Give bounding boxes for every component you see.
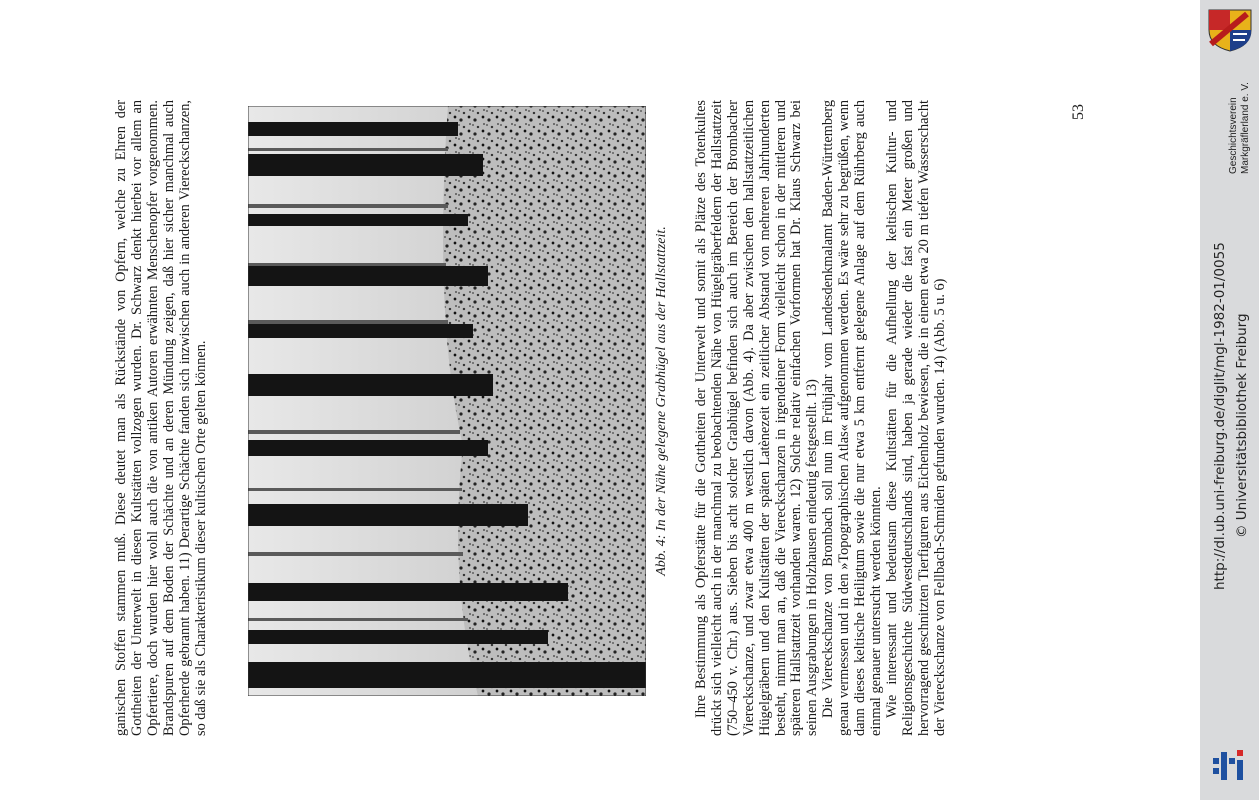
paragraph: Ihre Bestimmung als Opferstätte für die Gottheiten der Unterwelt und somit als Plätze des Totenkultes drückt sich vielleicht auch in der manchmal zu beobachtenden Nähe von Hügelgräberfeldern der Hallstattzeit (750–450 v. Chr.) aus. Sieben bis acht solcher Grabhügel befinden sich auch im Bereich der Brombacher Viereckschanze, und zwar etwa 400 m westlich davon (Abb. 4). Da aber zwischen den hallstattzeitlichen Hügelgräbern und den Kultstätten der späten Latènezeit ein zeitlicher Abstand von mehreren Jahrhunderten besteht, nimmt man an, daß die Viereckschanzen in irgendeiner Form vielleicht schon in der mittleren und späteren Hallstattzeit vorhanden waren. 12) Solche relativ einfachen Vorformen hat Dr. Klaus Schwarz bei seinen Ausgrabungen in Holzhausen eindeutig festgestellt. 13) [693, 100, 821, 736]
sidebar-text-frame [1200, 0, 1259, 800]
paragraph: ganischen Stoffen stammen muß. Diese deutet man als Rückstände von Opfern, welche zu Ehren der Gottheiten der Unterwelt in diesen Kultstätten vollzogen wurden. Dr. Schwarz denkt hierbei vor allem an Opfertiere, doch wurden hier wohl auch die von antiken Autoren erwähnten Menschenopfer vorgenommen. Brandspuren auf dem Boden der Schächte und an deren Mündung zeigen, daß hier sicher manchmal auch Opferherde gebrannt haben. 11) Derartige Schächte fanden sich inzwischen auch in anderen Viereckschanzen, so daß sie als Charakteristikum dieser kultischen Orte gelten können. [113, 100, 209, 736]
source-url-link[interactable]: http://dl.ub.uni-freiburg.de/diglit/mgl-1982-01/0055 [1212, 242, 1228, 590]
university-library-logo-icon[interactable] [1209, 748, 1251, 784]
society-name-line1: Geschichtsverein [1228, 97, 1239, 174]
right-text-column [694, 100, 949, 736]
page-number: 53 [1070, 104, 1087, 120]
copyright-notice: © Universitätsbibliothek Freiburg [1234, 313, 1250, 538]
figure-caption: Abb. 4: In der Nähe gelegene Grabhügel aus der Hallstattzeit. [654, 226, 669, 576]
coat-of-arms-icon[interactable] [1207, 8, 1253, 52]
society-name-line2: Markgräflerland e. V. [1240, 82, 1251, 174]
library-sidebar [1200, 0, 1259, 800]
photograph-burial-mounds [248, 106, 646, 696]
left-text-column [114, 100, 209, 736]
paragraph: Wie interessant und bedeutsam diese Kultstätten für die Aufhellung der keltischen Kultur- und Religionsgeschichte Südwestdeutschlands sind, haben ja gerade wieder die fast ein Meter großen und hervorragend geschnitzten Tierfiguren aus Eichenholz bewiesen, die in einem etwa 20 m tiefen Wasserschacht der Viereckschanze von Fellbach-Schmiden gefunden wurden. 14) (Abb. 5 u. 6) [883, 100, 948, 736]
paragraph: Die Viereckschanze von Brombach soll nun im Frühjahr vom Landesdenkmalamt Baden-Württemberg genau vermessen und in den »Topographischen Atlas« aufgenommen werden. Es wäre sehr zu begrüßen, wenn dann dieses keltische Heiligtum sowie die nur etwa 5 km entfernt gelegene Anlage auf dem Rührberg auch einmal genauer untersucht werden könnten. [820, 100, 884, 736]
